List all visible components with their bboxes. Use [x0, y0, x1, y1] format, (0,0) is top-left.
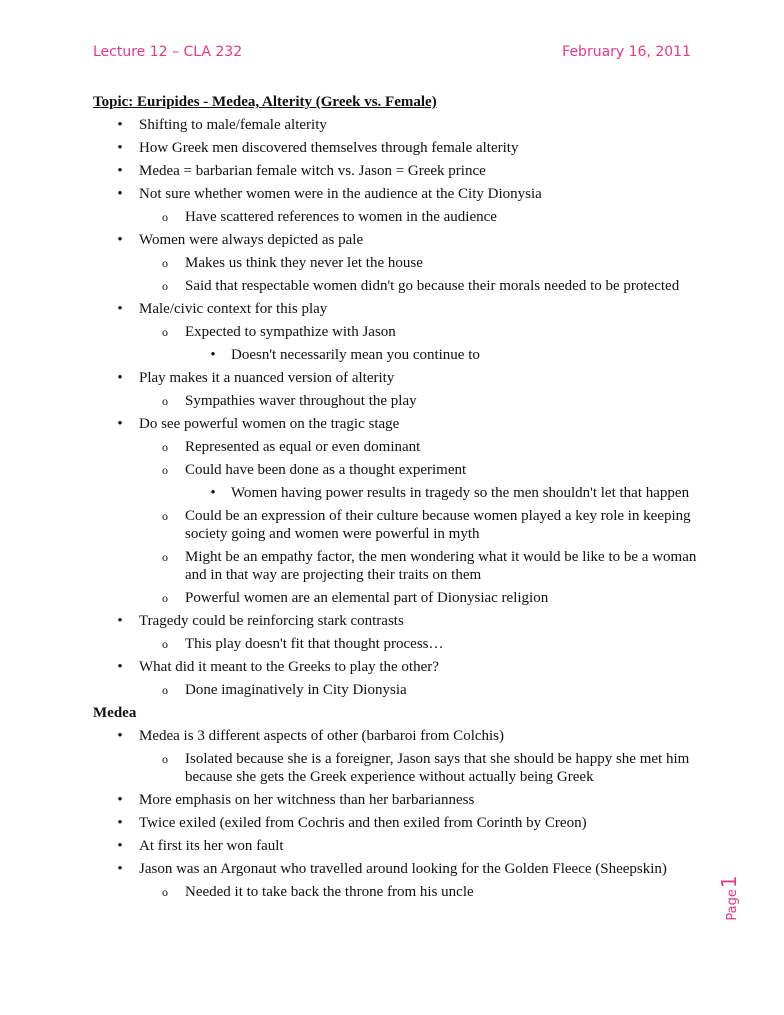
list-item-text: Jason was an Argonaut who travelled around looking for the Golden Fleece (Sheepskin)	[139, 861, 667, 877]
page-number-value: 1	[717, 875, 741, 889]
list-item-text: Makes us think they never let the house	[185, 255, 423, 271]
medea-bullet-list	[93, 727, 705, 901]
list-item	[93, 635, 705, 653]
list-item-text: Could be an expression of their culture because women played a key role in keeping society going and women were powerful in myth	[185, 508, 691, 542]
list-item	[93, 681, 705, 699]
list-item	[93, 254, 705, 272]
circle-bullet-icon: o	[162, 683, 168, 697]
bullet-icon: •	[117, 232, 123, 248]
list-item-text: Twice exiled (exiled from Cochris and then exiled from Corinth by Creon)	[139, 815, 587, 831]
circle-bullet-icon: o	[162, 256, 168, 270]
medea-heading: Medea	[93, 705, 137, 721]
list-item	[93, 883, 705, 901]
list-item-text: Might be an empathy factor, the men wondering what it would be like to be a woman and in that way are projecting their traits on them	[185, 549, 697, 583]
circle-bullet-icon: o	[162, 463, 168, 477]
list-item-text: Women having power results in tragedy so the men shouldn't let that happen	[231, 485, 690, 501]
list-item	[93, 814, 705, 832]
circle-bullet-icon: o	[162, 440, 168, 454]
circle-bullet-icon: o	[162, 752, 168, 766]
list-item	[93, 277, 705, 295]
bullet-icon: •	[117, 815, 123, 831]
notes-body	[93, 93, 705, 906]
list-item	[93, 438, 705, 456]
topic-heading: Topic: Euripides - Medea, Alterity (Greek vs. Female)	[93, 94, 437, 110]
bullet-icon: •	[117, 370, 123, 386]
list-item-text: Powerful women are an elemental part of Dionysiac religion	[185, 590, 549, 606]
list-item-text: Said that respectable women didn't go because their morals needed to be protected	[185, 278, 680, 294]
list-item-text: Needed it to take back the throne from his uncle	[185, 884, 474, 900]
circle-bullet-icon: o	[162, 637, 168, 651]
bullet-icon: •	[117, 613, 123, 629]
list-item	[93, 415, 705, 433]
bullet-icon: •	[117, 301, 123, 317]
list-item-text: Male/civic context for this play	[139, 301, 328, 317]
bullet-icon: •	[210, 347, 216, 363]
list-item	[93, 392, 705, 410]
list-item	[93, 658, 705, 676]
list-item-text: This play doesn't fit that thought process…	[185, 636, 444, 652]
list-item-text: Play makes it a nuanced version of alterity	[139, 370, 395, 386]
lecture-title: Lecture 12 – CLA 232	[93, 44, 243, 60]
page-label: Page	[725, 889, 740, 921]
list-item	[93, 750, 705, 786]
list-item-text: Women were always depicted as pale	[139, 232, 364, 248]
bullet-icon: •	[117, 163, 123, 179]
list-item	[93, 484, 705, 502]
list-item-text: More emphasis on her witchness than her barbarianness	[139, 792, 475, 808]
list-item	[93, 231, 705, 249]
bullet-icon: •	[117, 728, 123, 744]
list-item-text: What did it meant to the Greeks to play the other?	[139, 659, 439, 675]
list-item	[93, 116, 705, 134]
list-item	[93, 589, 705, 607]
list-item-text: Do see powerful women on the tragic stage	[139, 416, 400, 432]
list-item-text: Medea = barbarian female witch vs. Jason = Greek prince	[139, 163, 486, 179]
bullet-icon: •	[117, 659, 123, 675]
lecture-date: February 16, 2011	[562, 44, 691, 60]
bullet-icon: •	[117, 186, 123, 202]
circle-bullet-icon: o	[162, 591, 168, 605]
list-item	[93, 507, 705, 543]
circle-bullet-icon: o	[162, 210, 168, 224]
list-item	[93, 369, 705, 387]
list-item	[93, 185, 705, 203]
page-number	[717, 875, 767, 921]
list-item-text: Sympathies waver throughout the play	[185, 393, 417, 409]
bullet-icon: •	[117, 861, 123, 877]
list-item-text: Have scattered references to women in the audience	[185, 209, 497, 225]
bullet-icon: •	[117, 416, 123, 432]
list-item	[93, 139, 705, 157]
bullet-icon: •	[117, 838, 123, 854]
circle-bullet-icon: o	[162, 509, 168, 523]
circle-bullet-icon: o	[162, 885, 168, 899]
list-item-text: Doesn't necessarily mean you continue to	[231, 347, 480, 363]
list-item-text: Medea is 3 different aspects of other (barbaroi from Colchis)	[139, 728, 505, 744]
list-item	[93, 323, 705, 341]
list-item	[93, 727, 705, 745]
circle-bullet-icon: o	[162, 550, 168, 564]
bullet-icon: •	[210, 485, 216, 501]
circle-bullet-icon: o	[162, 325, 168, 339]
list-item	[93, 300, 705, 318]
circle-bullet-icon: o	[162, 279, 168, 293]
list-item	[93, 162, 705, 180]
list-item-text: Not sure whether women were in the audience at the City Dionysia	[139, 186, 542, 202]
list-item-text: Isolated because she is a foreigner, Jason says that she should be happy she met him because she gets the Greek experience without actually being Greek	[185, 751, 690, 785]
list-item	[93, 548, 705, 584]
bullet-icon: •	[117, 792, 123, 808]
list-item-text: Represented as equal or even dominant	[185, 439, 421, 455]
topic-bullet-list	[93, 116, 705, 699]
list-item-text: How Greek men discovered themselves through female alterity	[139, 140, 519, 156]
page-header	[93, 44, 691, 66]
list-item	[93, 346, 705, 364]
list-item	[93, 208, 705, 226]
bullet-icon: •	[117, 117, 123, 133]
list-item-text: Expected to sympathize with Jason	[185, 324, 396, 340]
list-item-text: Could have been done as a thought experiment	[185, 462, 467, 478]
list-item-text: Tragedy could be reinforcing stark contrasts	[139, 613, 404, 629]
list-item	[93, 461, 705, 479]
circle-bullet-icon: o	[162, 394, 168, 408]
list-item	[93, 791, 705, 809]
list-item-text: Shifting to male/female alterity	[139, 117, 327, 133]
list-item	[93, 612, 705, 630]
list-item-text: Done imaginatively in City Dionysia	[185, 682, 407, 698]
list-item-text: At first its her won fault	[139, 838, 284, 854]
list-item	[93, 860, 705, 878]
bullet-icon: •	[117, 140, 123, 156]
list-item	[93, 837, 705, 855]
